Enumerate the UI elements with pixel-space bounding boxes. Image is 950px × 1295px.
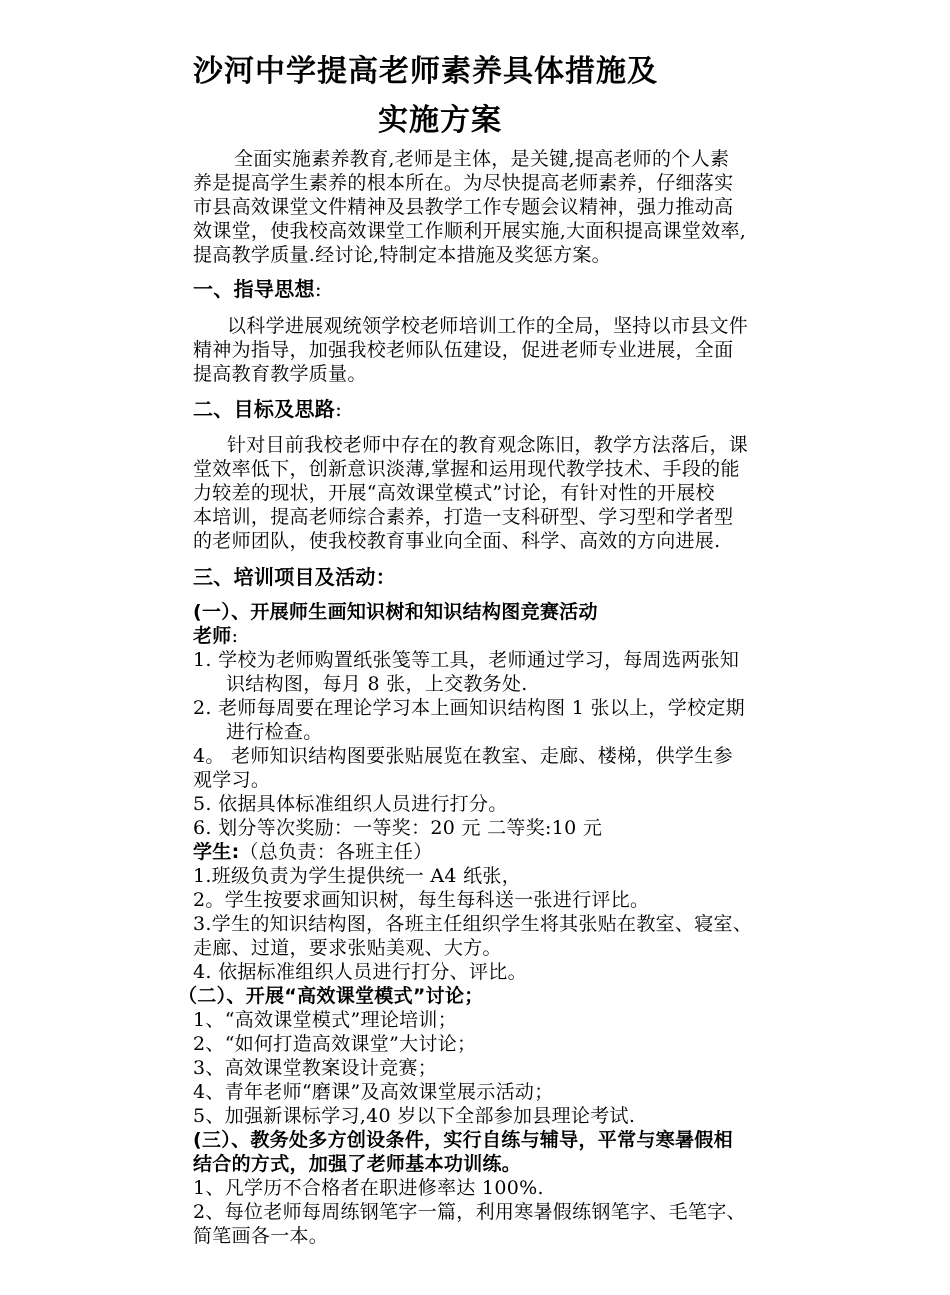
efficient-classroom-item: 5、加强新课标学习,40 岁以下全部参加县理论考试. xyxy=(193,1105,636,1127)
student-item: 4. 依据标准组织人员进行打分、评比。 xyxy=(193,961,527,983)
section-heading-training: 三、培训项目及活动： xyxy=(193,565,396,589)
efficient-classroom-item: 3、高效课堂教案设计竞赛； xyxy=(193,1057,437,1079)
document-title-line-2: 实施方案 xyxy=(378,103,502,138)
student-item-continued: 走廊、过道，要求张贴美观、大方。 xyxy=(193,937,502,959)
section2-line: 堂效率低下，创新意识淡薄,掌握和运用现代教学技术、手段的能 xyxy=(193,458,740,480)
basic-skills-item: 2、每位老师每周练钢笔字一篇，利用寒暑假练钢笔字、毛笔字、 xyxy=(193,1201,746,1223)
intro-line: 养是提高学生素养的根本所在。为尽快提高老师素养，仔细落实 xyxy=(193,172,734,194)
subsection-heading-basic-skills: (三）、教务处多方创设条件，实行自练与辅导，平常与寒暑假相 xyxy=(193,1129,733,1151)
teacher-item: 2. 老师每周要在理论学习本上画知识结构图 1 张以上，学校定期 xyxy=(193,697,745,719)
section1-line: 提高教育教学质量。 xyxy=(193,363,367,385)
intro-line: 效课堂，使我校高效课堂工作顺利开展实施,大面积提高课堂效率, xyxy=(193,220,747,242)
subsection-heading-basic-skills-continued: 结合的方式，加强了老师基本功训练。 xyxy=(193,1153,522,1175)
student-label xyxy=(193,840,433,864)
section1-line: 精神为指导，加强我校老师队伍建设，促进老师专业进展，全面 xyxy=(193,339,734,361)
teacher-item: 1. 学校为老师购置纸张笺等工具，老师通过学习，每周选两张知 xyxy=(193,649,740,671)
student-item: 2。学生按要求画知识树，每生每科送一张进行评比。 xyxy=(193,889,650,911)
section-heading-guiding-thought xyxy=(193,276,322,302)
heading-colon: : xyxy=(314,277,322,301)
section1-line: 以科学进展观统领学校老师培训工作的全局，坚持以市县文件 xyxy=(227,315,749,337)
efficient-classroom-item: 2、“如何打造高效课堂”大讨论； xyxy=(193,1033,477,1055)
basic-skills-item: 1、凡学历不合格者在职进修率达 100%. xyxy=(193,1177,544,1199)
efficient-classroom-item: 1、“高效课堂模式”理论培训； xyxy=(193,1009,458,1031)
section-heading-text: 二、目标及思路 xyxy=(193,397,336,421)
teacher-label-colon: : xyxy=(231,625,239,647)
document-title-line-1: 沙河中学提高老师素养具体措施及 xyxy=(193,54,658,89)
intro-line: 提高教学质量.经讨论,特制定本措施及奖惩方案。 xyxy=(193,244,611,266)
student-label-text: 学生: xyxy=(193,841,240,863)
teacher-item-continued: 观学习。 xyxy=(193,769,271,791)
teacher-item: 4。 老师知识结构图要张贴展览在教室、走廊、楼梯，供学生参 xyxy=(193,745,733,767)
heading-colon: : xyxy=(335,397,343,421)
section-heading-goals xyxy=(193,396,342,422)
teacher-label-text: 老师 xyxy=(193,625,232,647)
subsection-heading-efficient-classroom: （二）、开展“高效课堂模式”讨论； xyxy=(178,985,484,1007)
intro-line: 全面实施素养教育,老师是主体，是关键,提高老师的个人素 xyxy=(234,148,730,170)
teacher-label xyxy=(193,624,238,648)
teacher-item-continued: 进行检查。 xyxy=(226,721,323,743)
section2-line: 的老师团队，使我校教育事业向全面、科学、高效的方向进展. xyxy=(193,530,721,552)
teacher-item: 6. 划分等次奖励：一等奖：20 元 二等奖:10 元 xyxy=(193,817,603,839)
efficient-classroom-item: 4、青年老师“磨课”及高效课堂展示活动； xyxy=(193,1081,554,1103)
student-item: 1.班级负责为学生提供统一 A4 纸张， xyxy=(193,865,522,887)
basic-skills-item-continued: 简笔画各一本。 xyxy=(193,1225,329,1247)
teacher-item-continued: 识结构图，每月 8 张，上交教务处. xyxy=(226,673,528,695)
section2-line: 本培训，提高老师综合素养，打造一支科研型、学习型和学者型 xyxy=(193,506,734,528)
section2-line: 针对目前我校老师中存在的教育观念陈旧，教学方法落后，课 xyxy=(227,434,749,456)
section-heading-text: 一、指导思想 xyxy=(193,277,315,301)
student-note: （总负责：各班主任） xyxy=(239,841,433,863)
student-item: 3.学生的知识结构图，各班主任组织学生将其张贴在教室、寝室、 xyxy=(193,913,753,935)
subsection-heading-knowledge-tree: (一）、开展师生画知识树和知识结构图竞赛活动 xyxy=(193,601,598,623)
section2-line: 力较差的现状，开展“高效课堂模式”讨论，有针对性的开展校 xyxy=(193,482,715,504)
intro-line: 市县高效课堂文件精神及县教学工作专题会议精神，强力推动高 xyxy=(193,196,734,218)
teacher-item: 5. 依据具体标准组织人员进行打分。 xyxy=(193,793,508,815)
